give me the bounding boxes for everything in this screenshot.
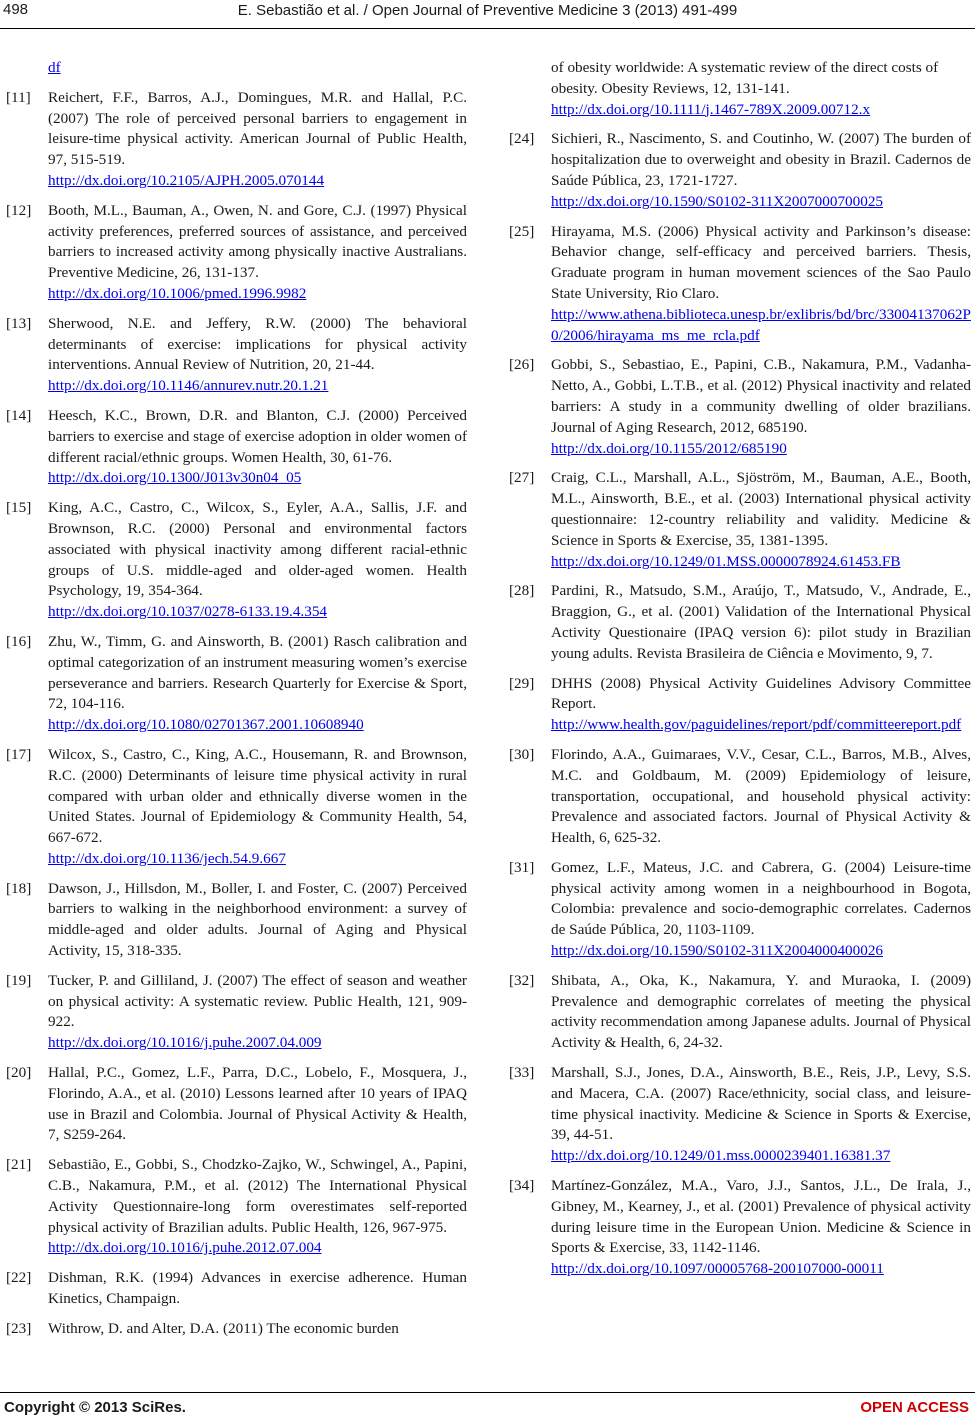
reference-link[interactable]: http://dx.doi.org/10.1037/0278-6133.19.4.354 bbox=[48, 603, 328, 621]
reference-number: [26] bbox=[509, 356, 535, 374]
reference-text: Withrow, D. and Alter, D.A. (2011) The economic burden bbox=[48, 1319, 399, 1337]
reference-number: [24] bbox=[509, 130, 535, 148]
reference-text: King, A.C., Castro, C., Wilcox, S., Eyler, A.A., Sallis, J.F. and Brownson, R.C. (2000) Personal and environmental factors associated with physical inactivity among different racial-ethnic groups of U.S. middle-aged and older-aged women. Health Psychology, 19, 354-364. bbox=[48, 499, 467, 600]
reference-number: [12] bbox=[6, 201, 32, 219]
reference-text: Gomez, L.F., Mateus, J.C. and Cabrera, G. (2004) Leisure-time physical activity among women in a neighbourhood in Bogota, Colombia: prevalence and socio-demographic correlates. Cadernos de Saúde Pública, 20, 1103-1109. bbox=[551, 858, 971, 939]
reference-link[interactable]: http://dx.doi.org/10.1016/j.puhe.2007.04.009 bbox=[48, 1034, 322, 1052]
reference-number: [17] bbox=[6, 745, 32, 763]
page-footer bbox=[0, 1388, 975, 1418]
reference-text: Hirayama, M.S. (2006) Physical activity and Parkinson’s disease: Behavior change, self-efficacy and perceived barriers. Thesis, Graduate program in human movement sciences of the Sao Paulo State University, Rio Claro. bbox=[551, 222, 971, 302]
reference-item bbox=[509, 129, 971, 212]
reference-item bbox=[6, 88, 467, 192]
copyright-notice: Copyright © 2013 SciRes. bbox=[4, 1399, 186, 1416]
reference-text: Sherwood, N.E. and Jeffery, R.W. (2000) The behavioral determinants of exercise: implications for physical activity interventions. Annual Review of Nutrition, 20, 21-44. bbox=[48, 314, 467, 374]
page-number: 498 bbox=[3, 1, 29, 18]
reference-text: Zhu, W., Timm, G. and Ainsworth, B. (2001) Rasch calibration and optimal categorization of an instrument measuring women’s exercise perseverance and barriers. Research Quarterly for Exercise & Sport, 72, 104-116. bbox=[48, 632, 467, 713]
reference-number: [25] bbox=[509, 222, 535, 240]
reference-item bbox=[509, 581, 971, 664]
reference-item bbox=[6, 314, 467, 397]
reference-text: Pardini, R., Matsudo, S.M., Araújo, T., Matsudo, V., Andrade, E., Braggion, G., et al. (2001) Validation of the International Physical Activity Questionaire (IPAQ version 6): pilot study in Brazilian young adults. Revista Brasileira de Ciência e Movimento, 9, 7. bbox=[551, 582, 971, 662]
reference-number: [32] bbox=[509, 971, 535, 989]
reference-text: Sichieri, R., Nascimento, S. and Coutinho, W. (2007) The burden of hospitalization due to overweight and obesity in Brazil. Cadernos de Saúde Pública, 23, 1721-1727. bbox=[551, 130, 971, 189]
reference-text: Marshall, S.J., Jones, D.A., Ainsworth, B.E., Reis, J.P., Levy, S.S. and Macera, C.A. (2007) Race/ethnicity, social class, and leisure-time physical inactivity. Medicine & Science in Sports & Exercise, 39, 44-51. bbox=[551, 1064, 971, 1144]
running-head: E. Sebastião et al. / Open Journal of Preventive Medicine 3 (2013) 491-499 bbox=[237, 2, 738, 19]
reference-number: [15] bbox=[6, 499, 32, 517]
reference-item bbox=[509, 1176, 971, 1280]
reference-text: Florindo, A.A., Guimaraes, V.V., Cesar, C.L., Barros, M.B., Alves, M.C. and Goldbaum, M. (2009) Epidemiology of leisure, transportation, occupational, and household physical activity: Prevalence and associated factors. Journal of Physical Activity & Health, 6, 625-32. bbox=[551, 745, 971, 847]
reference-number: [28] bbox=[509, 582, 535, 600]
reference-text: Wilcox, S., Castro, C., King, A.C., Housemann, R. and Brownson, R.C. (2000) Determinants of leisure time physical activity in rural compared with urban older and ethnically diverse women in the United States. Journal of Epidemiology & Community Health, 54, 667-672. bbox=[48, 745, 467, 847]
reference-link[interactable]: http://dx.doi.org/10.1146/annurev.nutr.20.1.21 bbox=[48, 377, 329, 395]
reference-item bbox=[6, 498, 467, 623]
reference-text: Dishman, R.K. (1994) Advances in exercise adherence. Human Kinetics, Champaign. bbox=[48, 1269, 467, 1308]
reference-item bbox=[509, 222, 971, 347]
reference-item bbox=[6, 879, 467, 962]
reference-item bbox=[6, 1063, 467, 1146]
left-column bbox=[6, 58, 467, 1349]
reference-link[interactable]: http://dx.doi.org/10.1016/j.puhe.2012.07.004 bbox=[48, 1239, 322, 1257]
reference-item bbox=[509, 858, 971, 962]
reference-link[interactable]: http://dx.doi.org/10.2105/AJPH.2005.070144 bbox=[48, 171, 325, 189]
reference-item bbox=[6, 201, 467, 305]
reference-item bbox=[6, 1268, 467, 1310]
reference-text: Sebastião, E., Gobbi, S., Chodzko-Zajko, W., Schwingel, A., Papini, C.B., Nakamura, P.M., et al. (2012) The International Physical Activity Questionnaire-long form overestimates self-reported physical activity of Brazilian adults. Public Health, 126, 967-975. bbox=[48, 1156, 467, 1236]
reference-link[interactable]: http://dx.doi.org/10.1590/S0102-311X2007000700025 bbox=[551, 192, 884, 210]
reference-list-left bbox=[6, 88, 467, 1340]
reference-number: [33] bbox=[509, 1064, 535, 1082]
reference-link[interactable]: http://www.athena.biblioteca.unesp.br/exlibris/bd/brc/33004137062P0/2006/hirayama_ms_me_rcla.pdf bbox=[551, 305, 971, 344]
reference-item bbox=[6, 406, 467, 489]
reference-text: Dawson, J., Hillsdon, M., Boller, I. and Foster, C. (2007) Perceived barriers to walking in the neighborhood environment: a survey of middle-aged and older adults. Journal of Aging and Physical Activity, 15, 318-335. bbox=[48, 879, 467, 960]
reference-number: [13] bbox=[6, 314, 32, 332]
reference-item bbox=[6, 1155, 467, 1259]
reference-link[interactable]: df bbox=[48, 59, 61, 76]
reference-continuation bbox=[509, 58, 971, 120]
reference-text: Reichert, F.F., Barros, A.J., Domingues, M.R. and Hallal, P.C. (2007) The role of perceived personal barriers to engagement in leisure-time physical activity. American Journal of Public Health, 97, 515-519. bbox=[48, 88, 467, 169]
reference-link[interactable]: http://dx.doi.org/10.1155/2012/685190 bbox=[551, 439, 787, 457]
reference-number: [11] bbox=[6, 88, 31, 106]
reference-text: Tucker, P. and Gilliland, J. (2007) The effect of season and weather on physical activity: A systematic review. Public Health, 121, 909-922. bbox=[48, 971, 467, 1031]
reference-item bbox=[6, 1319, 467, 1340]
reference-item bbox=[509, 674, 971, 736]
reference-link[interactable]: http://dx.doi.org/10.1590/S0102-311X2004000400026 bbox=[551, 942, 884, 960]
reference-number: [16] bbox=[6, 632, 32, 650]
reference-text: Heesch, K.C., Brown, D.R. and Blanton, C.J. (2000) Perceived barriers to exercise and stage of exercise adoption in older women of different racial/ethnic groups. Women Health, 30, 61-76. bbox=[48, 406, 467, 466]
reference-text: DHHS (2008) Physical Activity Guidelines Advisory Committee Report. bbox=[551, 674, 971, 713]
reference-link[interactable]: http://dx.doi.org/10.1136/jech.54.9.667 bbox=[48, 849, 286, 867]
reference-text: of obesity worldwide: A systematic review of the direct costs of obesity. Obesity Reviews, 12, 131-141. bbox=[551, 59, 939, 97]
reference-text: Shibata, A., Oka, K., Nakamura, Y. and Muraoka, I. (2009) Prevalence and demographic correlates of meeting the physical activity recommendation among Japanese adults. Journal of Physical Activity & Health, 6, 24-32. bbox=[551, 971, 971, 1052]
reference-item bbox=[509, 971, 971, 1054]
reference-list-right bbox=[509, 129, 971, 1280]
reference-number: [27] bbox=[509, 469, 535, 487]
reference-item bbox=[6, 971, 467, 1054]
reference-link[interactable]: http://dx.doi.org/10.1111/j.1467-789X.2009.00712.x bbox=[551, 100, 871, 118]
reference-link[interactable]: http://dx.doi.org/10.1097/00005768-200107000-00011 bbox=[551, 1260, 884, 1278]
reference-link[interactable]: http://www.health.gov/paguidelines/report/pdf/committeereport.pdf bbox=[551, 716, 962, 734]
reference-link[interactable]: http://dx.doi.org/10.1006/pmed.1996.9982 bbox=[48, 284, 307, 302]
reference-number: [18] bbox=[6, 879, 32, 897]
reference-item bbox=[509, 355, 971, 459]
reference-link[interactable]: http://dx.doi.org/10.1080/02701367.2001.10608940 bbox=[48, 716, 364, 734]
reference-number: [19] bbox=[6, 971, 32, 989]
reference-item bbox=[509, 1063, 971, 1167]
footer-divider bbox=[0, 1392, 975, 1393]
reference-number: [20] bbox=[6, 1064, 32, 1082]
reference-number: [29] bbox=[509, 674, 535, 692]
reference-text: Booth, M.L., Bauman, A., Owen, N. and Gore, C.J. (1997) Physical activity preferences, preferred sources of assistance, and perceived barriers to increased activity among physically inactive Australians. Preventive Medicine, 26, 131-137. bbox=[48, 201, 467, 282]
reference-link[interactable]: http://dx.doi.org/10.1300/J013v30n04_05 bbox=[48, 469, 302, 487]
reference-number: [31] bbox=[509, 858, 535, 876]
header-divider bbox=[0, 28, 975, 29]
reference-link[interactable]: http://dx.doi.org/10.1249/01.MSS.0000078924.61453.FB bbox=[551, 552, 901, 570]
reference-number: [22] bbox=[6, 1269, 32, 1287]
reference-item bbox=[6, 632, 467, 736]
reference-item bbox=[509, 745, 971, 849]
reference-link[interactable]: http://dx.doi.org/10.1249/01.mss.0000239401.16381.37 bbox=[551, 1147, 891, 1165]
reference-item bbox=[509, 468, 971, 572]
reference-item bbox=[6, 745, 467, 870]
reference-number: [21] bbox=[6, 1156, 32, 1174]
right-column bbox=[509, 58, 971, 1289]
reference-number: [30] bbox=[509, 745, 535, 763]
open-access-label: OPEN ACCESS bbox=[860, 1399, 969, 1416]
reference-number: [23] bbox=[6, 1319, 32, 1337]
reference-number: [14] bbox=[6, 406, 32, 424]
reference-text: Hallal, P.C., Gomez, L.F., Parra, D.C., Lobelo, F., Mosquera, J., Florindo, A.A., et al. (2010) Lessons learned after 10 years of IPAQ use in Brazil and Colombia. Journal of Physical Activity & Health, 7, S259-264. bbox=[48, 1064, 467, 1144]
reference-text: Gobbi, S., Sebastiao, E., Papini, C.B., Nakamura, P.M., Vadanha-Netto, A., Gobbi, L.T.B., et al. (2012) Physical inactivity and related barriers: A study in a community dwelling of older brazilians. Journal of Aging Research, 2012, 685190. bbox=[551, 356, 971, 436]
page-header bbox=[0, 0, 975, 30]
reference-continuation bbox=[6, 58, 467, 79]
reference-number: [34] bbox=[509, 1177, 535, 1195]
reference-text: Martínez-González, M.A., Varo, J.J., Santos, J.L., De Irala, J., Gibney, M., Kearney, J., et al. (2001) Prevalence of physical activity during leisure time in the European Union. Medicine & Science in Sports & Exercise, 33, 1142-1146. bbox=[551, 1177, 971, 1257]
reference-text: Craig, C.L., Marshall, A.L., Sjöström, M., Bauman, A.E., Booth, M.L., Ainsworth, B.E., et al. (2003) International physical activity questionnaire: 12-country reliability and validity. Medicine & Science in Sports & Exercise, 35, 1381-1395. bbox=[551, 469, 971, 549]
